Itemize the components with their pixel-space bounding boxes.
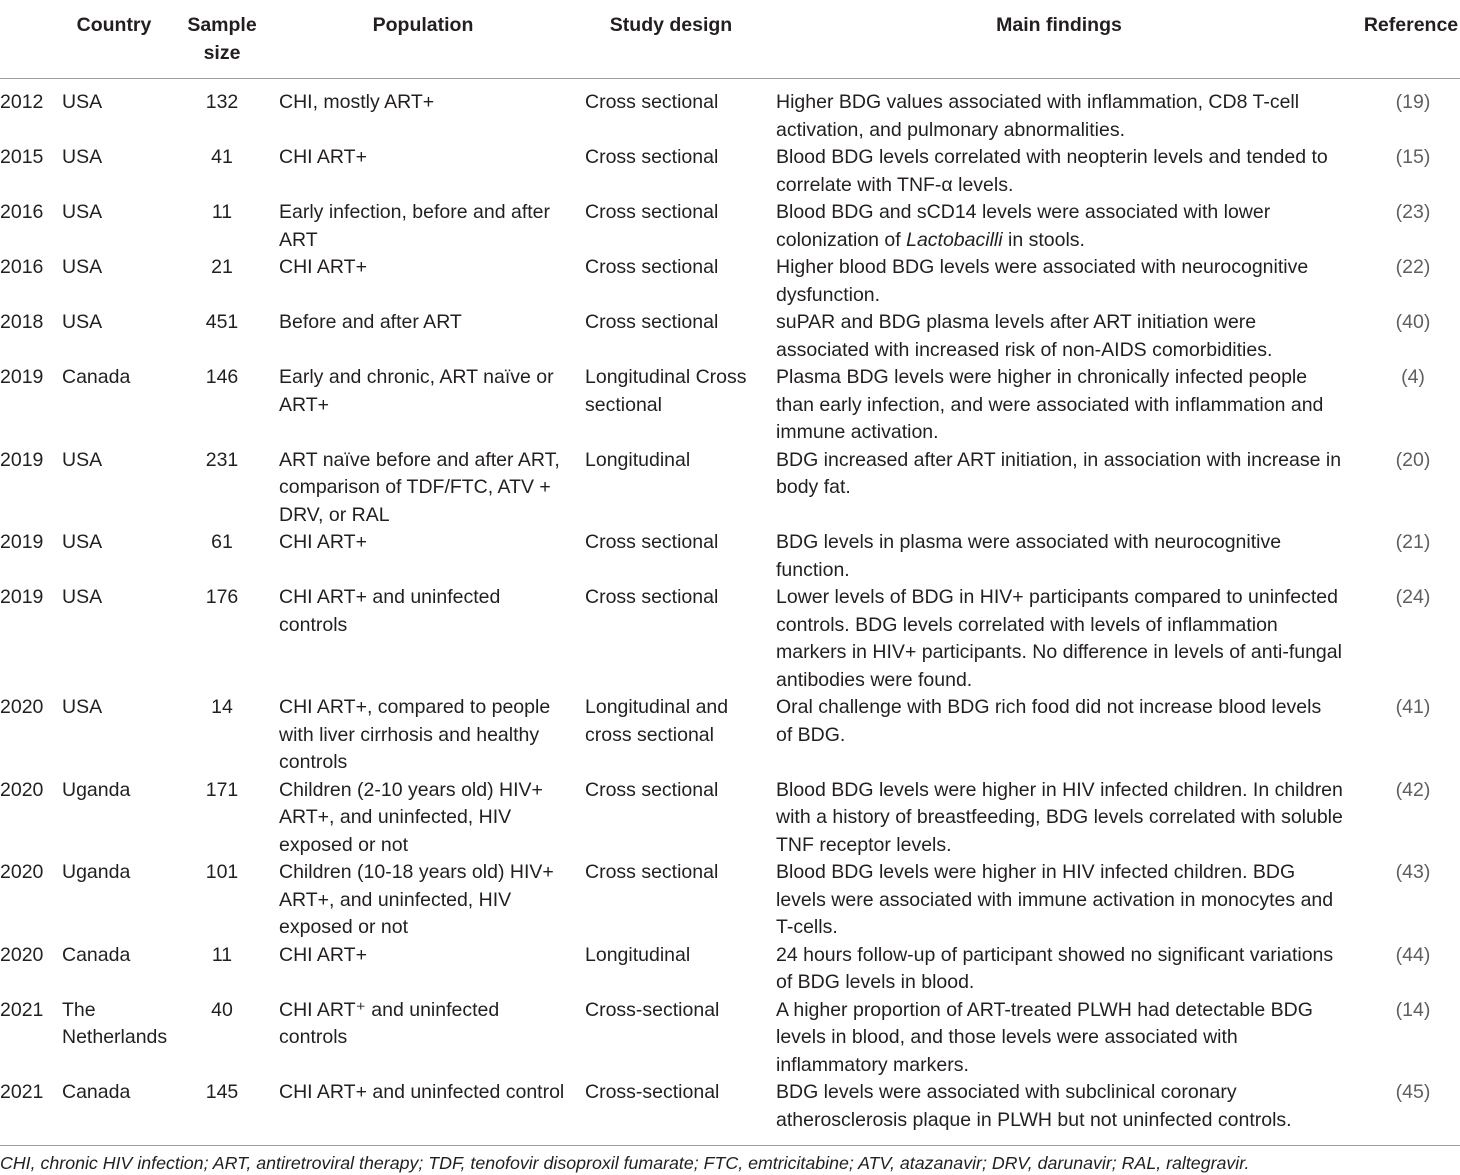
reference-cell: (24) (1395, 586, 1431, 608)
year-cell: 2020 (0, 943, 44, 966)
population-cell: CHI ART+, compared to people with liver cirrhosis and healthy controls (279, 696, 551, 773)
sample-size-cell: 21 (211, 256, 233, 278)
sample-size-cell: 11 (211, 943, 233, 966)
study-design-cell: Cross sectional (585, 311, 719, 333)
population-cell: Early infection, before and after ART (279, 201, 550, 251)
country-cell: Uganda (62, 861, 131, 883)
main-findings-cell: Blood BDG levels were higher in HIV infected children. BDG levels were associated with immune activation in monocytes and T-cells. (776, 861, 1334, 938)
main-findings-cell: Oral challenge with BDG rich food did not increase blood levels of BDG. (776, 696, 1322, 746)
table-body (0, 79, 1460, 1146)
sample-size-cell: 11 (211, 201, 233, 223)
study-design-cell: Cross-sectional (585, 1081, 720, 1103)
population-cell: CHI ART+ and uninfected controls (279, 586, 501, 636)
country-cell: USA (62, 586, 103, 608)
study-design-cell: Cross sectional (585, 146, 719, 168)
table-row (0, 859, 1460, 942)
population-cell: Before and after ART (279, 311, 462, 333)
country-cell: USA (62, 256, 103, 278)
population-cell: ART naïve before and after ART, comparison of TDF/FTC, ATV + DRV, or RAL (279, 448, 560, 526)
year-cell: 2019 (0, 448, 44, 471)
main-findings-text-end: in stools. (1002, 228, 1085, 251)
sample-size-cell: 176 (205, 586, 239, 608)
year-cell: 2015 (0, 146, 44, 168)
year-cell: 2019 (0, 366, 44, 388)
reference-cell: (40) (1395, 311, 1431, 333)
main-findings-cell: BDG levels in plasma were associated with neurocognitive function. (776, 531, 1282, 581)
main-findings-cell: Higher BDG values associated with inflammation, CD8 T-cell activation, and pulmonary abnormalities. (776, 91, 1300, 141)
population-cell: Children (10-18 years old) HIV+ ART+, and uninfected, HIV exposed or not (279, 861, 554, 938)
population-header: Population (372, 14, 474, 36)
main-findings-cell: Blood BDG levels correlated with neopterin levels and tended to correlate with TNF-α levels. (776, 146, 1328, 196)
table-row (0, 254, 1460, 309)
population-cell: CHI ART+ (279, 943, 367, 966)
main-findings-cell: suPAR and BDG plasma levels after ART initiation were associated with increased risk of non-AIDS comorbidities. (776, 311, 1273, 361)
year-cell: 2016 (0, 256, 44, 278)
table-footnote: CHI, chronic HIV infection; ART, antiretroviral therapy; TDF, tenofovir disoproxil fumarate; FTC, emtricitabine; ATV, atazanavir; DRV, darunavir; RAL, raltegravir. (0, 1153, 1250, 1173)
table-row (0, 584, 1460, 694)
sample-size-cell: 171 (205, 778, 239, 801)
main-findings-cell: BDG levels were associated with subclinical coronary atherosclerosis plaque in PLWH but not uninfected controls. (776, 1081, 1292, 1131)
reference-cell: (43) (1395, 861, 1431, 883)
year-cell: 2020 (0, 861, 44, 883)
country-cell: Uganda (62, 778, 131, 801)
country-cell: The Netherlands (62, 998, 168, 1048)
year-cell: 2021 (0, 1081, 44, 1103)
table-row (0, 447, 1460, 530)
main-findings-cell: Higher blood BDG levels were associated with neurocognitive dysfunction. (776, 256, 1309, 306)
species-name: Lactobacilli (906, 228, 1003, 251)
main-findings-header: Main findings (996, 14, 1122, 36)
table-row (0, 89, 1460, 144)
study-design-cell: Longitudinal Cross sectional (585, 366, 747, 416)
population-cell: CHI ART+ (279, 146, 367, 168)
reference-cell: (44) (1395, 943, 1431, 966)
reference-cell: (21) (1395, 531, 1431, 553)
table-row (0, 942, 1460, 997)
table-row (0, 1079, 1460, 1134)
main-findings-cell (776, 199, 1362, 254)
population-cell: Early and chronic, ART naïve or ART+ (279, 366, 554, 416)
country-cell: Canada (62, 366, 131, 388)
year-cell: 2012 (0, 91, 44, 113)
main-findings-cell: 24 hours follow-up of participant showed no significant variations of BDG levels in blood. (776, 943, 1334, 993)
sample-size-header: Sample size (187, 14, 257, 64)
study-design-cell: Longitudinal and cross sectional (585, 696, 729, 746)
table-row (0, 694, 1460, 777)
country-cell: USA (62, 201, 103, 223)
study-design-cell: Longitudinal (585, 448, 691, 471)
study-design-header: Study design (609, 14, 733, 36)
study-design-cell: Cross sectional (585, 256, 719, 278)
sample-size-cell: 14 (211, 696, 233, 718)
sample-size-cell: 132 (205, 91, 239, 113)
sample-size-cell: 41 (211, 146, 233, 168)
table-row (0, 144, 1460, 199)
sample-size-cell: 101 (205, 861, 239, 883)
main-findings-cell: Blood BDG levels were higher in HIV infected children. In children with a history of breastfeeding, BDG levels correlated with soluble TNF receptor levels. (776, 778, 1343, 856)
population-cell: CHI ART+ (279, 531, 367, 553)
study-design-cell: Cross sectional (585, 861, 719, 883)
sample-size-cell: 145 (205, 1081, 239, 1103)
country-cell: USA (62, 146, 103, 168)
study-design-cell: Longitudinal (585, 943, 691, 966)
reference-cell: (22) (1395, 256, 1431, 278)
population-cell: Children (2-10 years old) HIV+ ART+, and uninfected, HIV exposed or not (279, 778, 543, 856)
sample-size-cell: 146 (205, 366, 239, 388)
year-cell: 2020 (0, 778, 44, 801)
country-cell: USA (62, 448, 103, 471)
reference-cell: (15) (1395, 146, 1431, 168)
main-findings-cell: BDG increased after ART initiation, in association with increase in body fat. (776, 448, 1342, 498)
year-cell: 2020 (0, 696, 44, 718)
population-cell: CHI, mostly ART+ (279, 91, 435, 113)
sample-size-cell: 231 (205, 448, 239, 471)
table-row (0, 997, 1460, 1080)
year-cell: 2016 (0, 201, 44, 223)
reference-cell: (42) (1395, 778, 1431, 801)
population-cell: CHI ART⁺ and uninfected controls (279, 998, 500, 1048)
study-design-cell: Cross sectional (585, 201, 719, 223)
main-findings-cell: Lower levels of BDG in HIV+ participants compared to uninfected controls. BDG levels correlated with levels of inflammation markers in HIV+ participants. No difference in levels of anti-fungal antibodies were found. (776, 586, 1342, 691)
country-cell: USA (62, 311, 103, 333)
population-cell: CHI ART+ (279, 256, 367, 278)
year-cell: 2019 (0, 531, 44, 553)
study-design-cell: Cross-sectional (585, 998, 720, 1021)
reference-cell: (14) (1395, 998, 1431, 1021)
reference-cell: (45) (1395, 1081, 1431, 1103)
reference-cell: (19) (1395, 91, 1431, 113)
country-cell: USA (62, 91, 103, 113)
table-row (0, 364, 1460, 447)
study-design-cell: Cross sectional (585, 586, 719, 608)
year-cell: 2019 (0, 586, 44, 608)
table-header (0, 0, 1460, 79)
country-cell: USA (62, 531, 103, 553)
reference-cell: (20) (1395, 448, 1431, 471)
year-header (0, 12, 62, 78)
year-cell: 2018 (0, 311, 44, 333)
reference-cell: (4) (1401, 366, 1425, 388)
study-design-cell: Cross sectional (585, 778, 719, 801)
reference-header: Reference (1363, 14, 1459, 36)
year-cell: 2021 (0, 998, 44, 1021)
table-row (0, 199, 1460, 254)
country-cell: Canada (62, 943, 131, 966)
population-cell: CHI ART+ and uninfected control (279, 1081, 565, 1103)
sample-size-cell: 61 (211, 531, 233, 553)
table-row (0, 529, 1460, 584)
main-findings-text: Blood BDG and sCD14 levels were associated with lower colonization of (776, 201, 1271, 251)
reference-cell: (41) (1395, 696, 1431, 718)
sample-size-cell: 40 (211, 998, 233, 1021)
main-findings-cell: Plasma BDG levels were higher in chronically infected people than early infection, and were associated with inflammation and immune activation. (776, 366, 1324, 443)
sample-size-cell: 451 (205, 311, 239, 333)
reference-cell: (23) (1395, 201, 1431, 223)
table-row (0, 777, 1460, 860)
country-cell: USA (62, 696, 103, 718)
study-design-cell: Cross sectional (585, 531, 719, 553)
main-findings-cell: A higher proportion of ART-treated PLWH had detectable BDG levels in blood, and those levels were associated with inflammatory markers. (776, 998, 1313, 1076)
country-header: Country (76, 14, 152, 36)
study-design-cell: Cross sectional (585, 91, 719, 113)
table-row (0, 309, 1460, 364)
country-cell: Canada (62, 1081, 131, 1103)
